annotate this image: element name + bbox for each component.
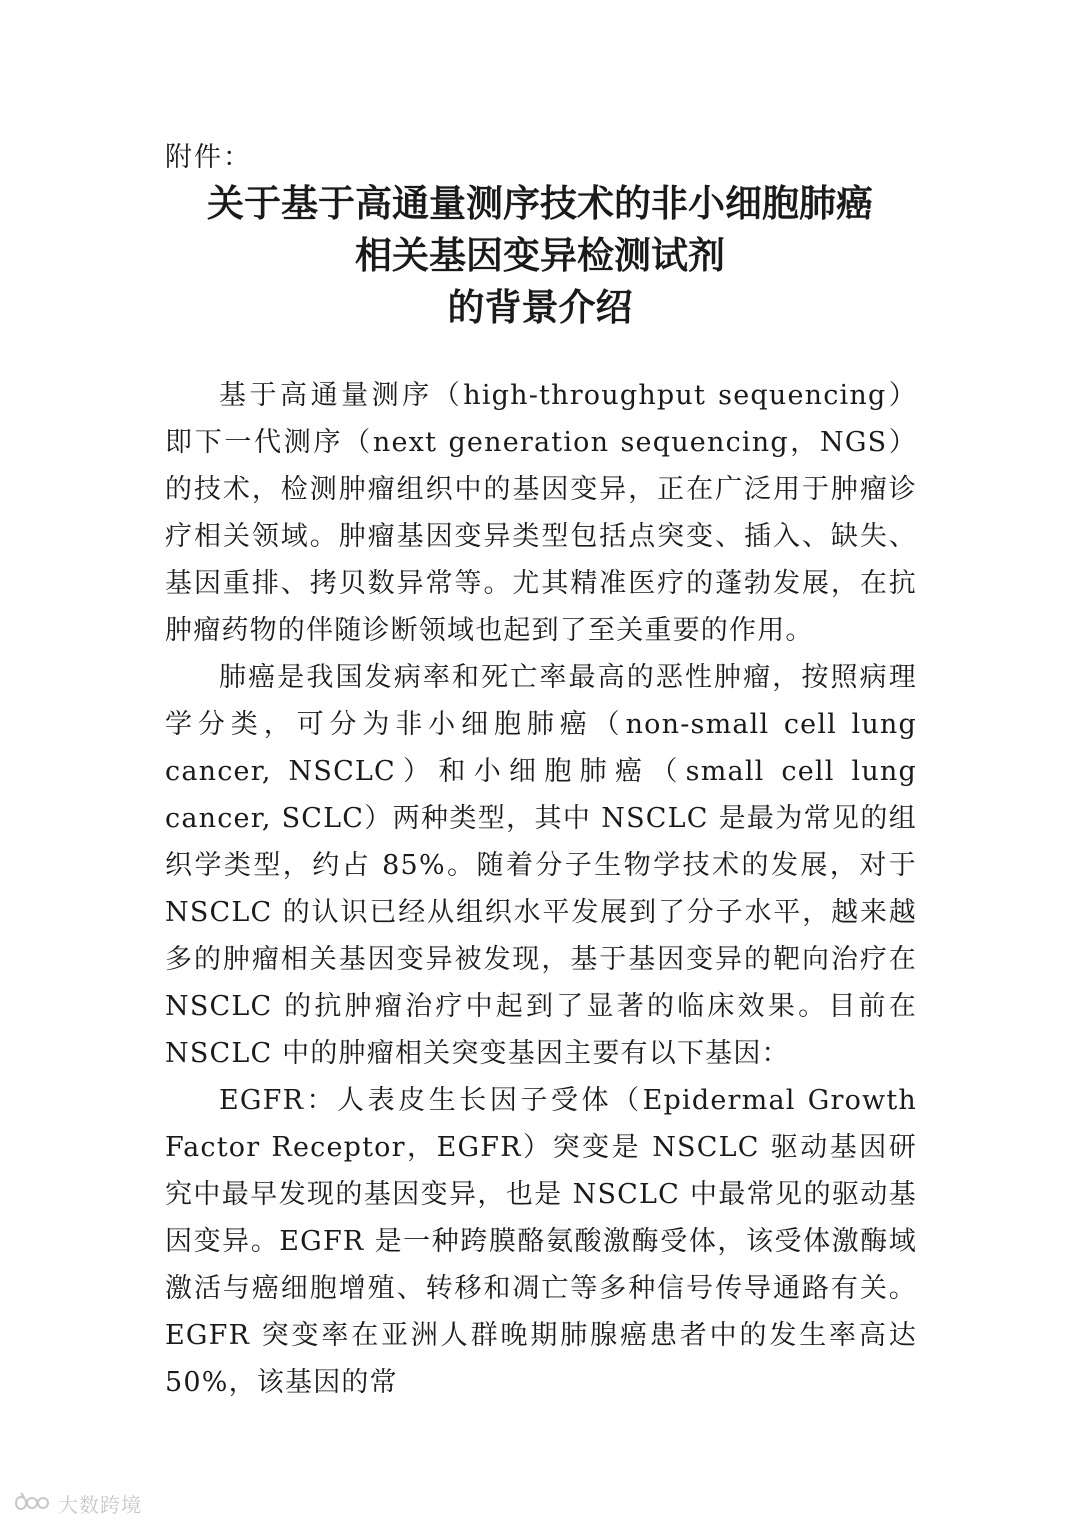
document-title [120,178,960,334]
paragraph-egfr: EGFR：人表皮生长因子受体（Epidermal Growth Factor Receptor，EGFR）突变是 NSCLC 驱动基因研究中最早发现的基因变异，也是 NSCLC 中最常见的驱动基因变异。EGFR 是一种跨膜酪氨酸激酶受体，该受体激酶域激活与癌细胞增殖、转移和凋亡等多种信号传导通路有关。EGFR 突变率在亚洲人群晚期肺腺癌患者中的发生率高达 50%，该基因的常 [165,1085,917,1398]
watermark-text: 大数跨境 [58,1492,142,1517]
paragraph-nsclc-overview: 肺癌是我国发病率和死亡率最高的恶性肿瘤，按照病理学分类，可分为非小细胞肺癌（non-small cell lung cancer, NSCLC）和小细胞肺癌（small cell lung cancer, SCLC）两种类型，其中 NSCLC 是最为常见的组织学类型，约占 85%。随着分子生物学技术的发展，对于 NSCLC 的认识已经从组织水平发展到了分子水平，越来越多的肿瘤相关基因变异被发现，基于基因变异的靶向治疗在 NSCLC 的抗肿瘤治疗中起到了显著的临床效果。目前在 NSCLC 中的肿瘤相关突变基因主要有以下基因： [165,662,917,1069]
title-line-2: 相关基因变异检测试剂 [355,234,725,277]
document-body [165,372,917,1406]
watermark [12,1488,142,1518]
brand-logo-icon [12,1490,52,1516]
title-line-3: 的背景介绍 [447,286,633,329]
attachment-label: 附件： [165,142,252,173]
title-line-1: 关于基于高通量测序技术的非小细胞肺癌 [207,182,873,225]
paragraph-ngs-intro: 基于高通量测序（high-throughput sequencing）即下一代测序（next generation sequencing，NGS）的技术，检测肿瘤组织中的基因变异，正在广泛用于肿瘤诊疗相关领域。肿瘤基因变异类型包括点突变、插入、缺失、基因重排、拷贝数异常等。尤其精准医疗的蓬勃发展，在抗肿瘤药物的伴随诊断领域也起到了至关重要的作用。 [165,380,917,646]
